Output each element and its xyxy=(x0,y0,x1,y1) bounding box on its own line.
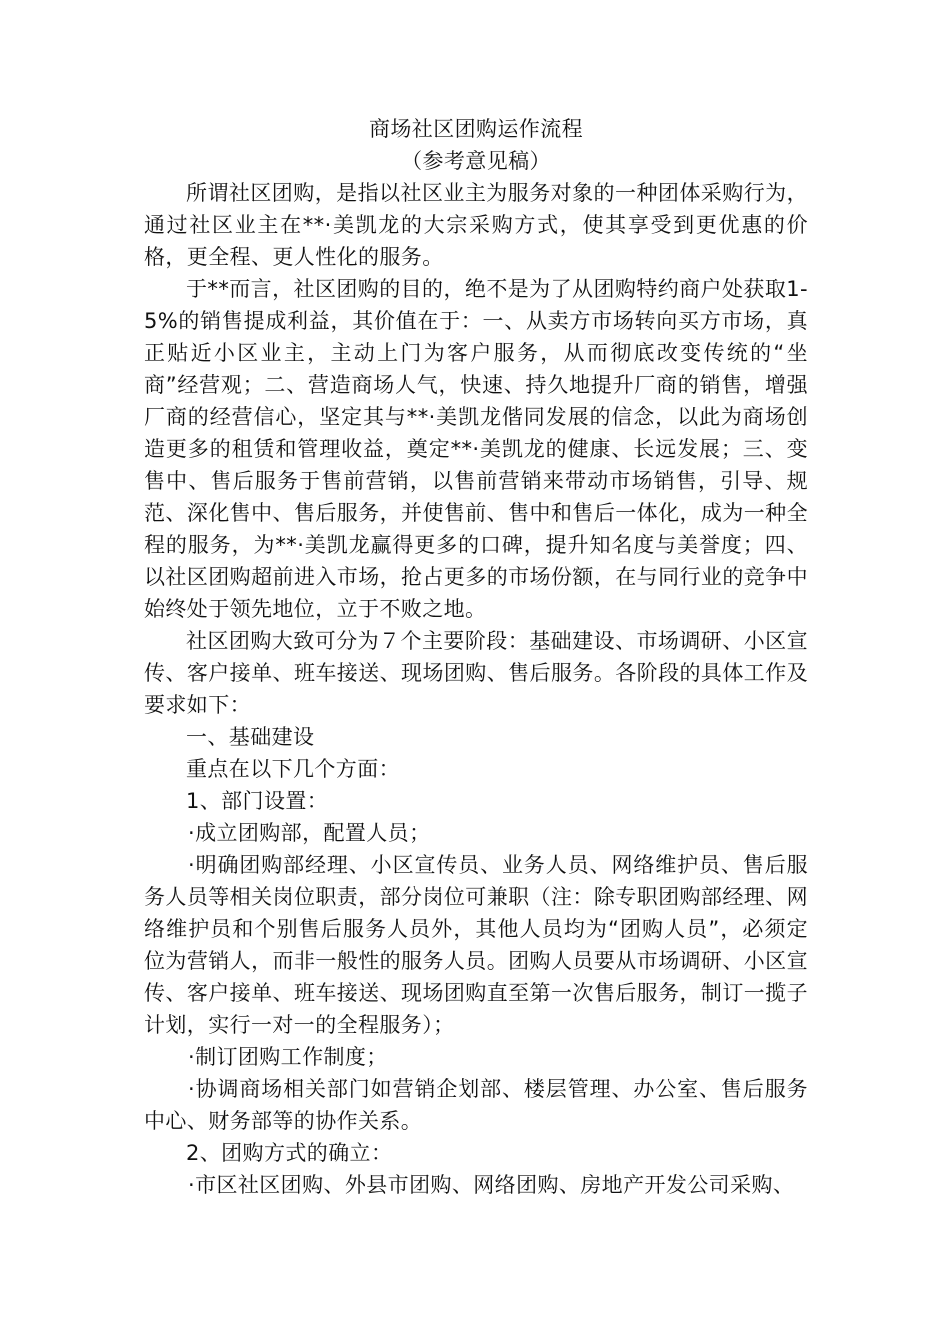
section-heading-infrastructure: 一、基础建设 xyxy=(186,725,315,749)
subheading-purchase-methods: 2、团购方式的确立： xyxy=(186,1141,393,1165)
paragraph-stages: 社区团购大致可分为７个主要阶段：基础建设、市场调研、小区宣传、客户接单、班车接送、现场团购、售后服务。各阶段的具体工作及要求如下： xyxy=(144,629,808,717)
paragraph-definition: 所谓社区团购，是指以社区业主为服务对象的一种团体采购行为，通过社区业主在**·美凯龙的大宗采购方式，使其享受到更优惠的价格，更全程、更人性化的服务。 xyxy=(144,181,808,269)
document-title: 商场社区团购运作流程 xyxy=(369,117,583,141)
paragraph-focus: 重点在以下几个方面： xyxy=(186,757,400,781)
list-item: ·成立团购部，配置人员； xyxy=(188,821,431,845)
document-page xyxy=(144,113,808,1201)
list-item: ·制订团购工作制度； xyxy=(188,1045,388,1069)
list-item: ·协调商场相关部门如营销企划部、楼层管理、办公室、售后服务中心、财务部等的协作关系。 xyxy=(144,1077,808,1133)
list-item: ·市区社区团购、外县市团购、网络团购、房地产开发公司采购、 xyxy=(188,1173,795,1197)
list-item: ·明确团购部经理、小区宣传员、业务人员、网络维护员、售后服务人员等相关岗位职责，部分岗位可兼职（注：除专职团购部经理、网络维护员和个别售后服务人员外，其他人员均为“团购人员”，必须定位为营销人，而非一般性的服务人员。团购人员要从市场调研、小区宣传、客户接单、班车接送、现场团购直至第一次售后服务，制订一揽子计划，实行一对一的全程服务）； xyxy=(144,853,808,1037)
subheading-department-setup: 1、部门设置： xyxy=(186,789,329,813)
paragraph-value: 于**而言，社区团购的目的，绝不是为了从团购特约商户处获取1-5%的销售提成利益，其价值在于：一、从卖方市场转向买方市场，真正贴近小区业主，主动上门为客户服务，从而彻底改变传统的“坐商”经营观；二、营造商场人气，快速、持久地提升厂商的销售，增强厂商的经营信心，坚定其与**·美凯龙偕同发展的信念，以此为商场创造更多的租赁和管理收益，奠定**·美凯龙的健康、长远发展；三、变售中、售后服务于售前营销，以售前营销来带动市场销售，引导、规范、深化售中、售后服务，并使售前、售中和售后一体化，成为一种全程的服务，为**·美凯龙赢得更多的口碑，提升知名度与美誉度；四、以社区团购超前进入市场，抢占更多的市场份额，在与同行业的竞争中始终处于领先地位，立于不败之地。 xyxy=(144,277,808,621)
document-subtitle: （参考意见稿） xyxy=(401,149,551,173)
